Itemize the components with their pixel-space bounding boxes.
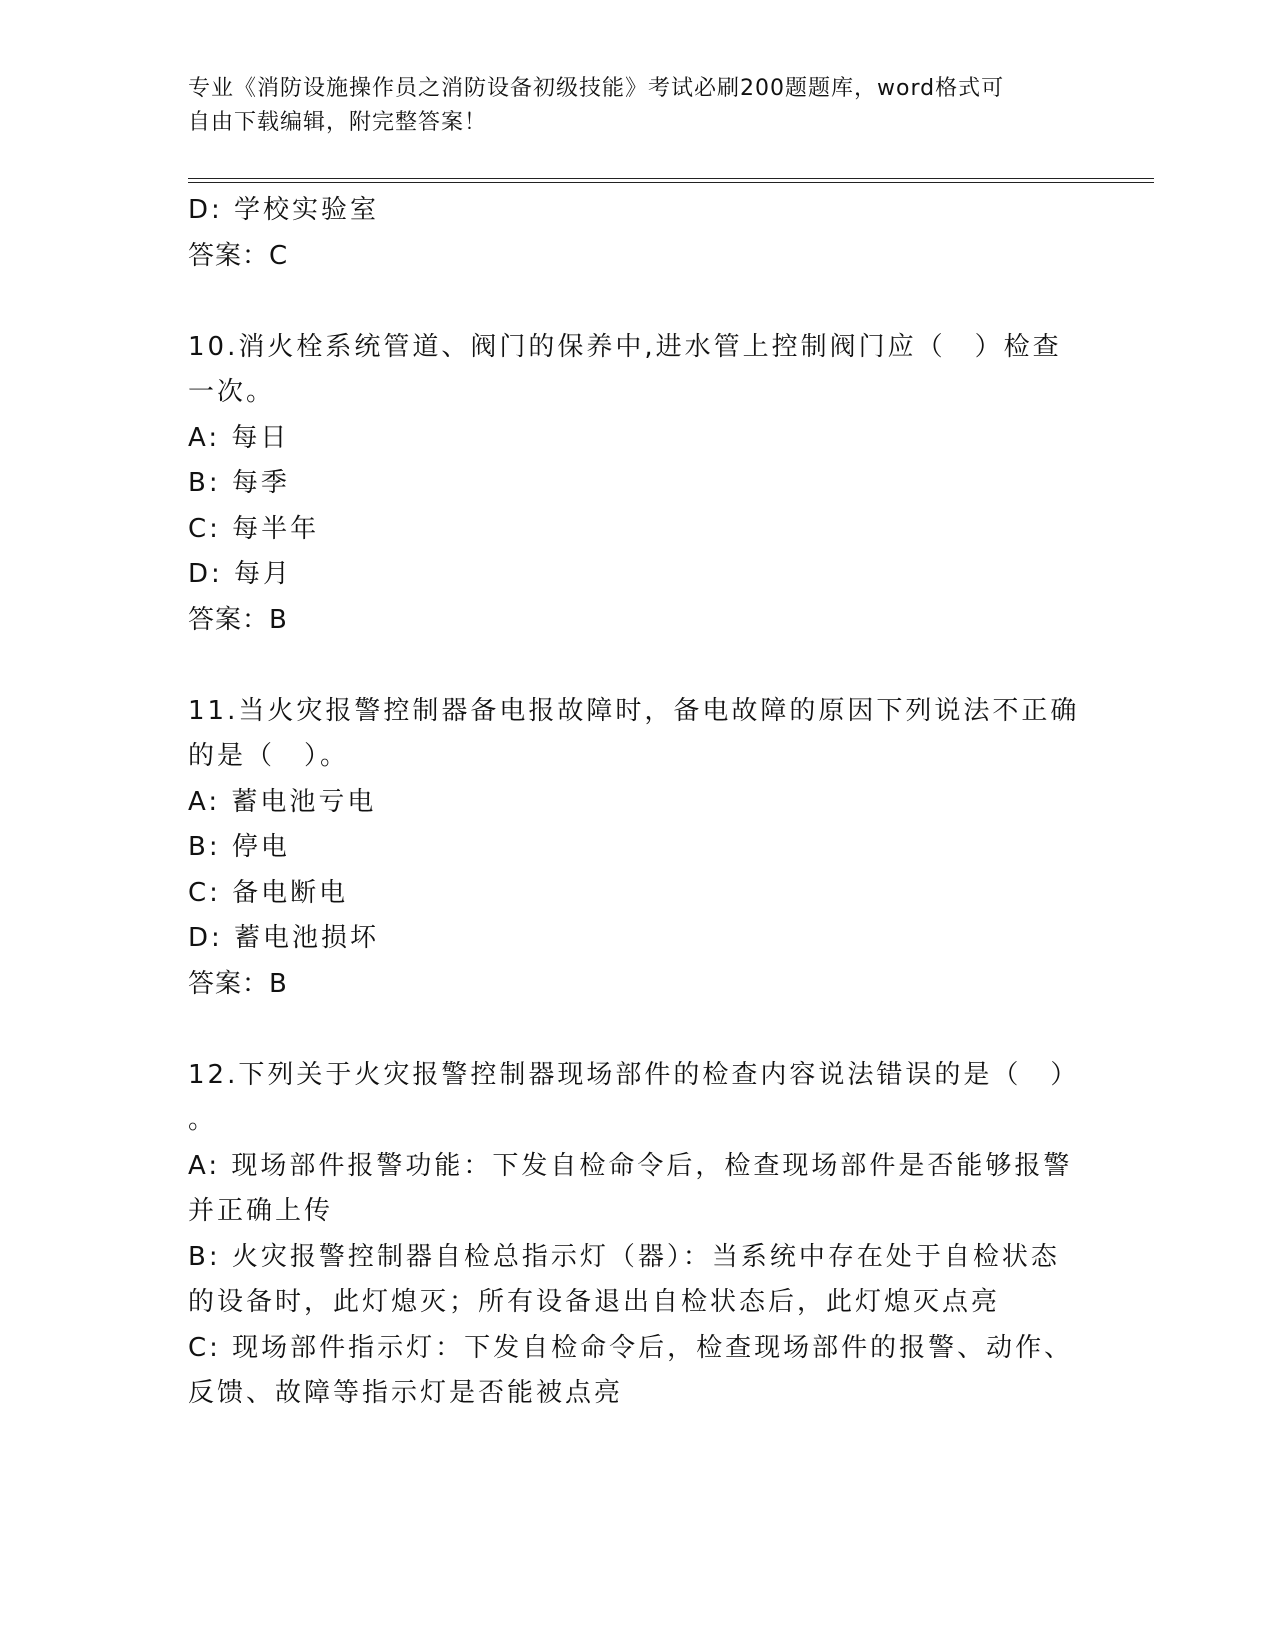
option-a: A: 每日 [188,422,290,453]
question-stem-cont: 的是（ ）。 [188,741,350,771]
question-list [188,188,1080,1417]
question-stem-cont: 一次。 [188,377,276,407]
page-header [188,72,1088,140]
option-a: A: 现场部件报警功能：下发自检命令后，检查现场部件是否能够报警 [188,1150,1073,1181]
option-b: B: 停电 [188,832,290,862]
answer: 答案：C [188,240,289,271]
option-a: A: 蓄电池亏电 [188,786,377,817]
question-stem: 12.下列关于火灾报警控制器现场部件的检查内容说法错误的是（ ） [188,1059,1080,1090]
option-b-cont: 的设备时，此灯熄灭；所有设备退出自检状态后，此灯熄灭点亮 [188,1287,1001,1317]
option-d: D: 蓄电池损坏 [188,923,380,953]
option-c: C: 备电断电 [188,877,349,908]
option-a-cont: 并正确上传 [188,1196,334,1226]
question-stem-cont: 。 [188,1105,218,1135]
header-divider [188,178,1154,183]
question-9-tail [188,188,1068,279]
answer: 答案：B [188,604,288,635]
option-d: D: 学校实验室 [188,195,380,225]
question-12 [188,1053,1080,1417]
answer: 答案：B [188,968,288,999]
question-stem: 10.消火栓系统管道、阀门的保养中,进水管上控制阀门应（ ）检查 [188,331,1062,362]
option-d: D: 每月 [188,559,293,589]
question-10 [188,325,1068,644]
option-c-cont: 反馈、故障等指示灯是否能被点亮 [188,1378,624,1408]
option-b: B: 火灾报警控制器自检总指示灯（器）：当系统中存在处于自检状态 [188,1241,1060,1272]
question-11 [188,689,1080,1008]
header-line-2: 自由下载编辑，附完整答案！ [188,110,488,135]
option-c: C: 每半年 [188,513,320,544]
option-b: B: 每季 [188,468,290,498]
option-c: C: 现场部件指示灯：下发自检命令后，检查现场部件的报警、动作、 [188,1332,1074,1363]
header-line-1: 专业《消防设施操作员之消防设备初级技能》考试必刷200题题库，word格式可 [188,76,1005,101]
question-stem: 11.当火灾报警控制器备电报故障时，备电故障的原因下列说法不正确 [188,695,1080,726]
